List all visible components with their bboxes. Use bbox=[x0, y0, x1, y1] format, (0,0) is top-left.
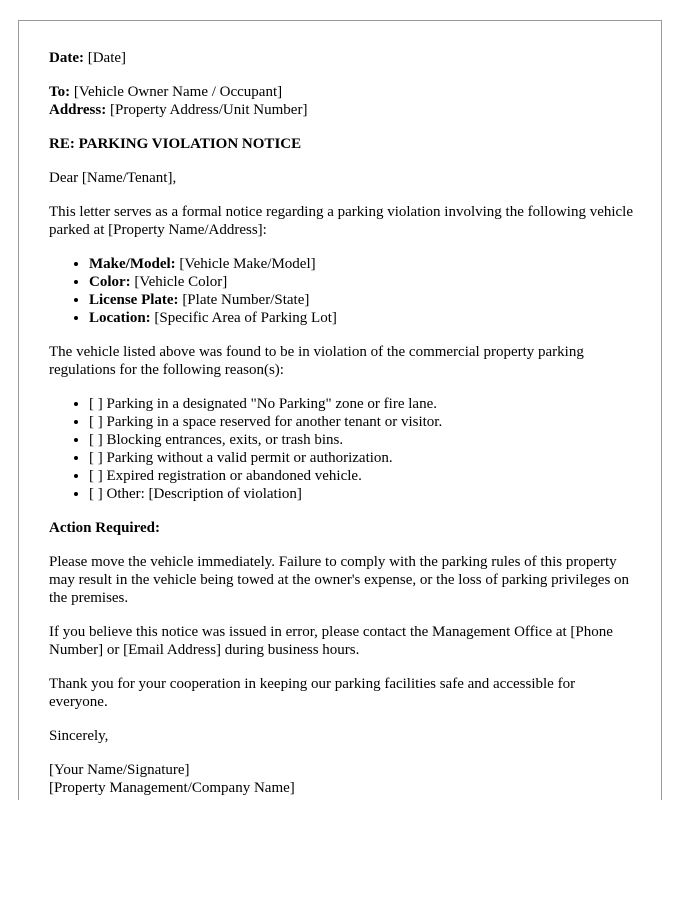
vehicle-detail-value: [Plate Number/State] bbox=[182, 292, 310, 308]
signature-block bbox=[49, 761, 633, 797]
vehicle-detail-value: [Specific Area of Parking Lot] bbox=[154, 310, 337, 326]
violation-intro-paragraph: The vehicle listed above was found to be in violation of the commercial property parking regulations for the following reason(s): bbox=[49, 344, 584, 378]
vehicle-detail-label: Make/Model: bbox=[89, 256, 176, 272]
vehicle-detail-make-model bbox=[89, 255, 633, 273]
vehicle-detail-license-plate bbox=[89, 291, 633, 309]
violation-reasons-list bbox=[49, 395, 633, 503]
action-heading-text: Action Required: bbox=[49, 520, 160, 536]
letter-document bbox=[18, 20, 662, 800]
date-line bbox=[49, 49, 633, 67]
to-value: [Vehicle Owner Name / Occupant] bbox=[73, 84, 283, 100]
vehicle-detail-value: [Vehicle Make/Model] bbox=[179, 256, 316, 272]
recipient-block bbox=[49, 83, 633, 119]
vehicle-detail-value: [Vehicle Color] bbox=[134, 274, 228, 290]
vehicle-details-list bbox=[49, 255, 633, 327]
violation-reason-item: • [ ] Parking without a valid permit or authorization. bbox=[89, 449, 633, 467]
action-paragraph: Please move the vehicle immediately. Failure to comply with the parking rules of this property may result in the vehicle being towed at the owner's expense, or the loss of parking privileges on the premises. bbox=[49, 554, 630, 606]
action-heading bbox=[49, 519, 633, 537]
violation-reason-item: • [ ] Other: [Description of violation] bbox=[89, 485, 633, 503]
vehicle-detail-label: Location: bbox=[89, 310, 151, 326]
subject-line bbox=[49, 135, 633, 153]
address-value: [Property Address/Unit Number] bbox=[109, 102, 308, 118]
to-label: To: bbox=[49, 84, 71, 100]
subject-text: RE: PARKING VIOLATION NOTICE bbox=[49, 136, 302, 152]
violation-reason-item: • [ ] Expired registration or abandoned vehicle. bbox=[89, 467, 633, 485]
vehicle-detail-label: License Plate: bbox=[89, 292, 179, 308]
closing: Sincerely, bbox=[49, 728, 109, 744]
intro-paragraph: This letter serves as a formal notice regarding a parking violation involving the following vehicle parked at [Property Name/Address]: bbox=[49, 204, 633, 238]
address-label: Address: bbox=[49, 102, 107, 118]
vehicle-detail-location bbox=[89, 309, 633, 327]
vehicle-detail-color bbox=[89, 273, 633, 291]
violation-reason-item: • [ ] Blocking entrances, exits, or trash bins. bbox=[89, 431, 633, 449]
signature-name: [Your Name/Signature] bbox=[49, 762, 190, 778]
contact-paragraph: If you believe this notice was issued in error, please contact the Management Office at [Phone Number] or [Email Address] during business hours. bbox=[49, 624, 613, 658]
thanks-paragraph: Thank you for your cooperation in keeping our parking facilities safe and accessible for everyone. bbox=[49, 676, 576, 710]
date-value: [Date] bbox=[87, 50, 127, 66]
date-label: Date: bbox=[49, 50, 84, 66]
signature-company: [Property Management/Company Name] bbox=[49, 780, 295, 796]
violation-reason-item: • [ ] Parking in a space reserved for another tenant or visitor. bbox=[89, 413, 633, 431]
vehicle-detail-label: Color: bbox=[89, 274, 131, 290]
salutation: Dear [Name/Tenant], bbox=[49, 170, 177, 186]
violation-reason-item: • [ ] Parking in a designated "No Parking" zone or fire lane. bbox=[89, 395, 633, 413]
